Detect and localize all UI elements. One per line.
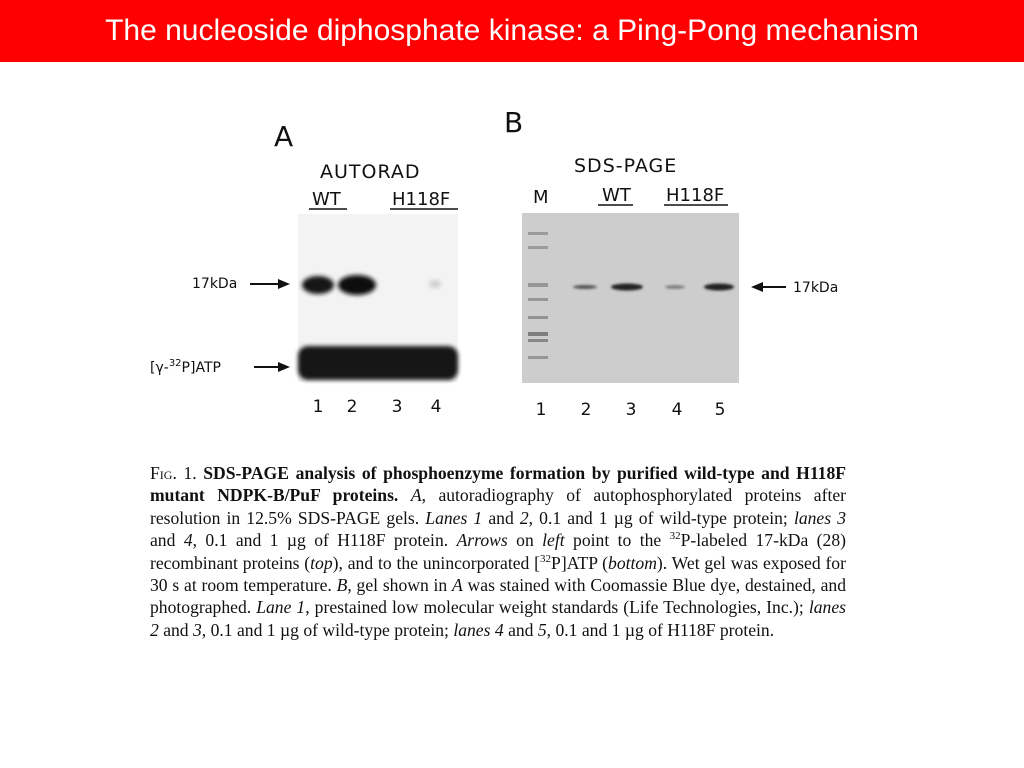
panel-a-band-atp [298, 346, 458, 380]
panel-b-lane-3: 3 [625, 400, 637, 420]
panel-b-heading: SDS-PAGE [574, 155, 678, 177]
panel-b-band-lane3 [611, 284, 643, 291]
panel-a-lane-1: 1 [312, 397, 324, 417]
gel-figure [0, 62, 1024, 768]
panel-a-band-lane1-17kda [302, 276, 334, 294]
slide-title: The nucleoside diphosphate kinase: a Ping-Pong mechanism [105, 14, 919, 47]
panel-b-marker-label: M [533, 187, 549, 208]
panel-a-lane-3: 3 [391, 397, 403, 417]
panel-a-lane-2: 2 [346, 397, 358, 417]
panel-b-group-wt: WT [602, 185, 631, 206]
panel-b-band-lane2 [573, 285, 597, 289]
panel-b-band-lane4 [665, 285, 685, 289]
panel-b-sds-page-gel [522, 213, 739, 383]
figure-caption: Fig. 1. SDS-PAGE analysis of phosphoenzyme formation by purified wild-type and H118F mutant NDPK-B/PuF proteins. A, autoradiography of autophosphorylated proteins after resolution in 12.5% SDS-PAGE gels. Lanes 1 and 2, 0.1 and 1 µg of wild-type protein; lanes 3 and 4, 0.1 and 1 µg of H118F protein. Arrows on left point to the $^{32}$P-labeled 17-kDa (28) recombinant proteins (top), and to the unincorporated [$^{32}$P]ATP (bottom). Wet gel was exposed for 30 s at room temperature. B, gel shown in A was stained with Coomassie Blue dye, destained, and photographed. Lane 1, prestained low molecular weight standards (Life Technologies, Inc.); lanes 2 and 3, 0.1 and 1 µg of wild-type protein; lanes 4 and 5, 0.1 and 1 µg of H118F protein. [150, 463, 846, 640]
panel-a-arrowhead-atp [278, 362, 290, 372]
panel-a-group-mut: H118F [392, 189, 451, 210]
panel-b-lane-1: 1 [535, 400, 547, 420]
panel-b-label-17kda: 17kDa [793, 280, 839, 296]
panel-a [150, 120, 458, 417]
panel-a-arrowhead-17kda [278, 279, 290, 289]
panel-a-label-atp: [γ-$^{32}$P]ATP [150, 358, 221, 376]
panel-a-letter: A [274, 120, 294, 153]
panel-a-lane-4: 4 [430, 397, 442, 417]
panel-b-letter: B [504, 106, 524, 139]
slide-title-bar [0, 0, 1024, 62]
panel-a-band-lane4-17kda [429, 280, 441, 288]
panel-b-band-lane5 [704, 284, 734, 291]
panel-b-lane-4: 4 [671, 400, 683, 420]
panel-a-label-17kda: 17kDa [192, 276, 238, 292]
panel-b [504, 106, 838, 420]
caption-bold-title: SDS-PAGE analysis of phosphoenzyme formation by purified wild-type and H118F mutant NDPK-B/PuF proteins. [150, 463, 846, 506]
panel-a-heading: AUTORAD [320, 161, 421, 183]
panel-b-group-mut: H118F [666, 185, 725, 206]
panel-b-lane-2: 2 [580, 400, 592, 420]
panel-a-band-lane2-17kda [338, 275, 376, 295]
caption-fig-label: Fig. 1. [150, 463, 197, 483]
panel-b-lane-5: 5 [714, 400, 726, 420]
panel-a-group-wt: WT [312, 189, 341, 210]
